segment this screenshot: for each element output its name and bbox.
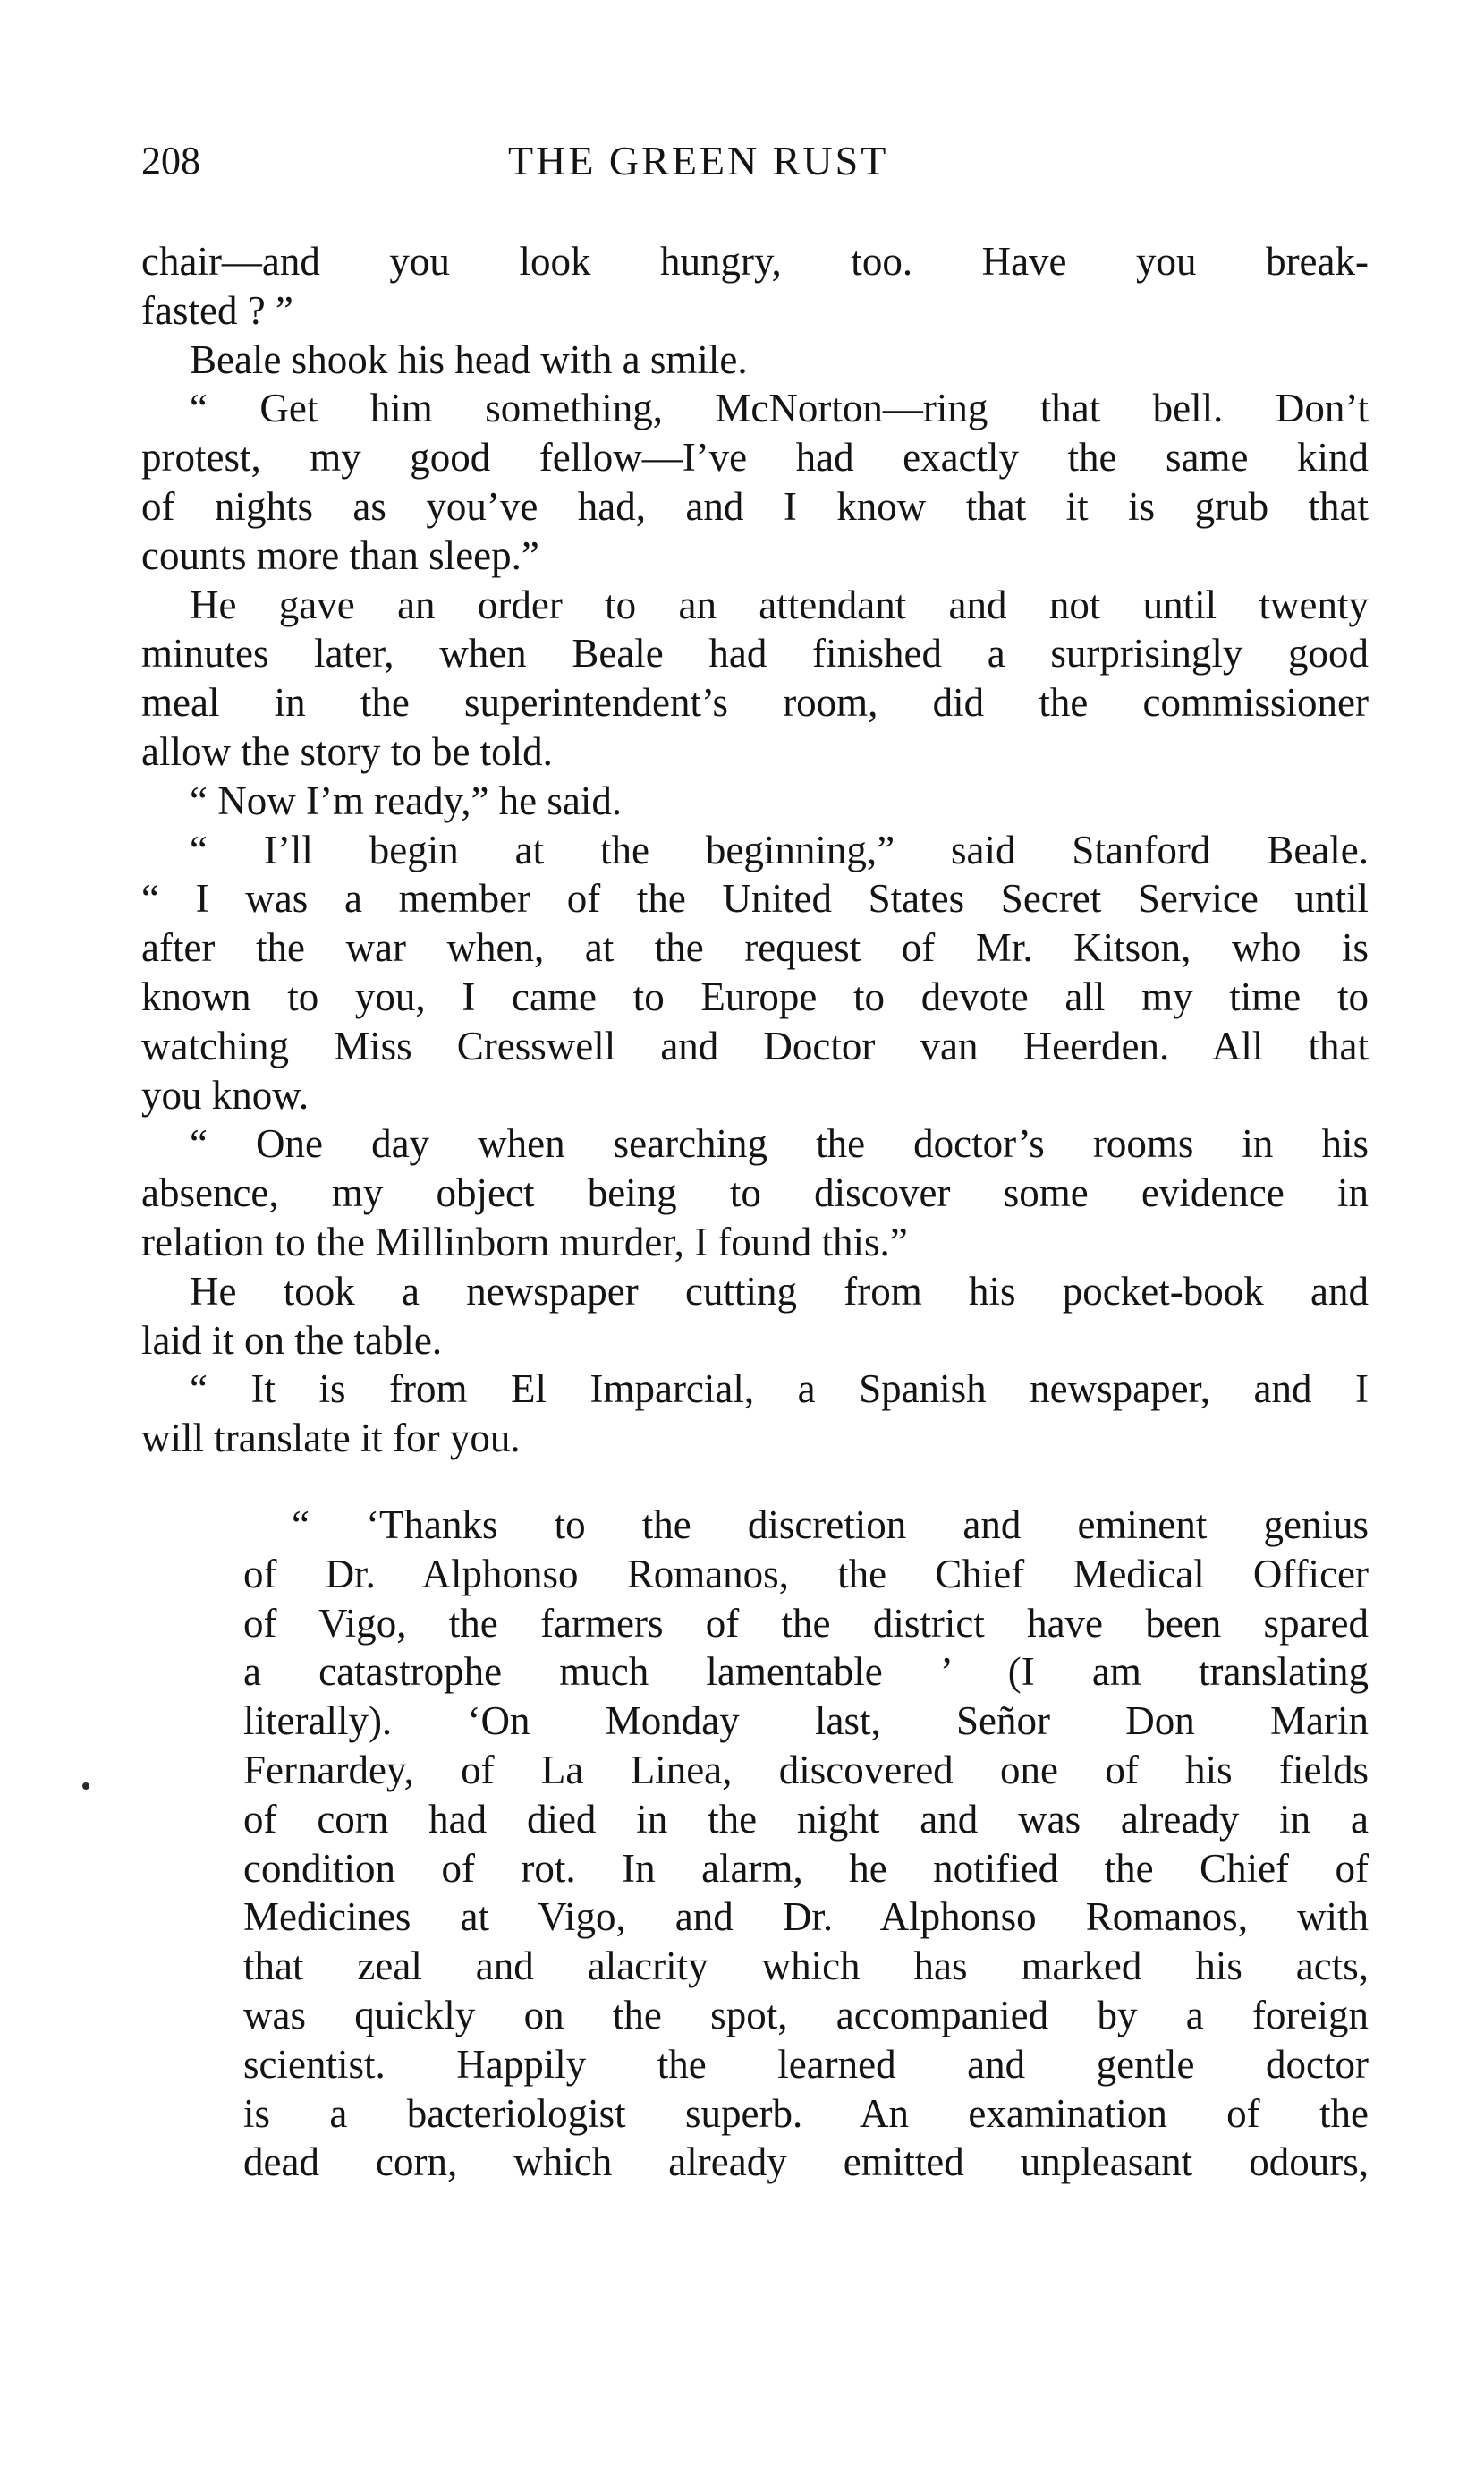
quote-line: Fernardey, of La Linea, discovered one of his fields — [243, 1747, 1369, 1792]
quote-line: of corn had died in the night and was already in a — [243, 1796, 1369, 1842]
text-line: relation to the Millinborn murder, I found this.” — [141, 1219, 908, 1264]
text-line: absence, my object being to discover some evidence in — [141, 1170, 1369, 1216]
quote-line: a catastrophe much lamentable ’ (I am translating — [243, 1649, 1369, 1695]
quote-line: dead corn, which already emitted unpleasant odours, — [243, 2139, 1369, 2185]
text-line: “ I’ll begin at the beginning,” said Stanford Beale. — [190, 827, 1369, 872]
text-line: “ I was a member of the United States Secret Service until — [141, 876, 1369, 922]
quote-line: scientist. Happily the learned and gentle doctor — [243, 2041, 1369, 2087]
text-line: you know. — [141, 1072, 310, 1118]
text-line: counts more than sleep.” — [141, 532, 539, 578]
text-line: of nights as you’ve had, and I know that it is grub that — [141, 483, 1369, 529]
quote-line: that zeal and alacrity which has marked his acts, — [243, 1944, 1369, 1989]
text-line: “ It is from El Imparcial, a Spanish newspaper, and I — [190, 1366, 1369, 1412]
text-line: after the war when, at the request of Mr. Kitson, who is — [141, 925, 1369, 971]
page-header — [141, 134, 1369, 188]
text-line: protest, my good fellow—I’ve had exactly the same kind — [141, 435, 1369, 481]
text-line: He took a newspaper cutting from his pocket-book and — [190, 1268, 1369, 1314]
ink-speck — [82, 1782, 89, 1790]
quote-line: condition of rot. In alarm, he notified the Chief of — [243, 1845, 1369, 1891]
text-line: fasted ? ” — [141, 287, 293, 333]
quote-line: is a bacteriologist superb. An examination of the — [243, 2090, 1369, 2136]
text-line: laid it on the table. — [141, 1317, 443, 1363]
body-text — [141, 237, 1369, 1463]
text-line: chair—and you look hungry, too. Have you break- — [141, 239, 1369, 284]
quote-line: Medicines at Vigo, and Dr. Alphonso Romanos, with — [243, 1894, 1369, 1940]
quote-line: was quickly on the spot, accompanied by a foreign — [243, 1992, 1369, 2037]
text-line: “ Now I’m ready,” he said. — [190, 778, 623, 823]
text-line: will translate it for you. — [141, 1416, 521, 1461]
text-line: allow the story to be told. — [141, 728, 553, 774]
quoted-translation — [243, 1501, 1369, 2187]
text-line: “ Get him something, McNorton—ring that bell. Don’t — [190, 386, 1369, 431]
running-title: THE GREEN RUST — [508, 138, 889, 183]
quote-line: of Dr. Alphonso Romanos, the Chief Medical Officer — [243, 1551, 1369, 1596]
quote-line: “ ‘Thanks to the discretion and eminent genius — [292, 1502, 1369, 1547]
quote-line: literally). ‘On Monday last, Señor Don Marin — [243, 1698, 1369, 1744]
text-line: Beale shook his head with a smile. — [190, 336, 748, 382]
text-line: “ One day when searching the doctor’s rooms in his — [190, 1121, 1369, 1167]
quote-line: of Vigo, the farmers of the district have been spared — [243, 1600, 1369, 1646]
page-number: 208 — [141, 139, 200, 183]
text-line: He gave an order to an attendant and not until twenty — [190, 582, 1369, 627]
text-line: watching Miss Cresswell and Doctor van Heerden. All that — [141, 1023, 1369, 1068]
text-line: minutes later, when Beale had finished a surprisingly good — [141, 631, 1369, 676]
text-line: meal in the superintendent’s room, did the commissioner — [141, 680, 1369, 726]
text-line: known to you, I came to Europe to devote all my time to — [141, 974, 1369, 1019]
